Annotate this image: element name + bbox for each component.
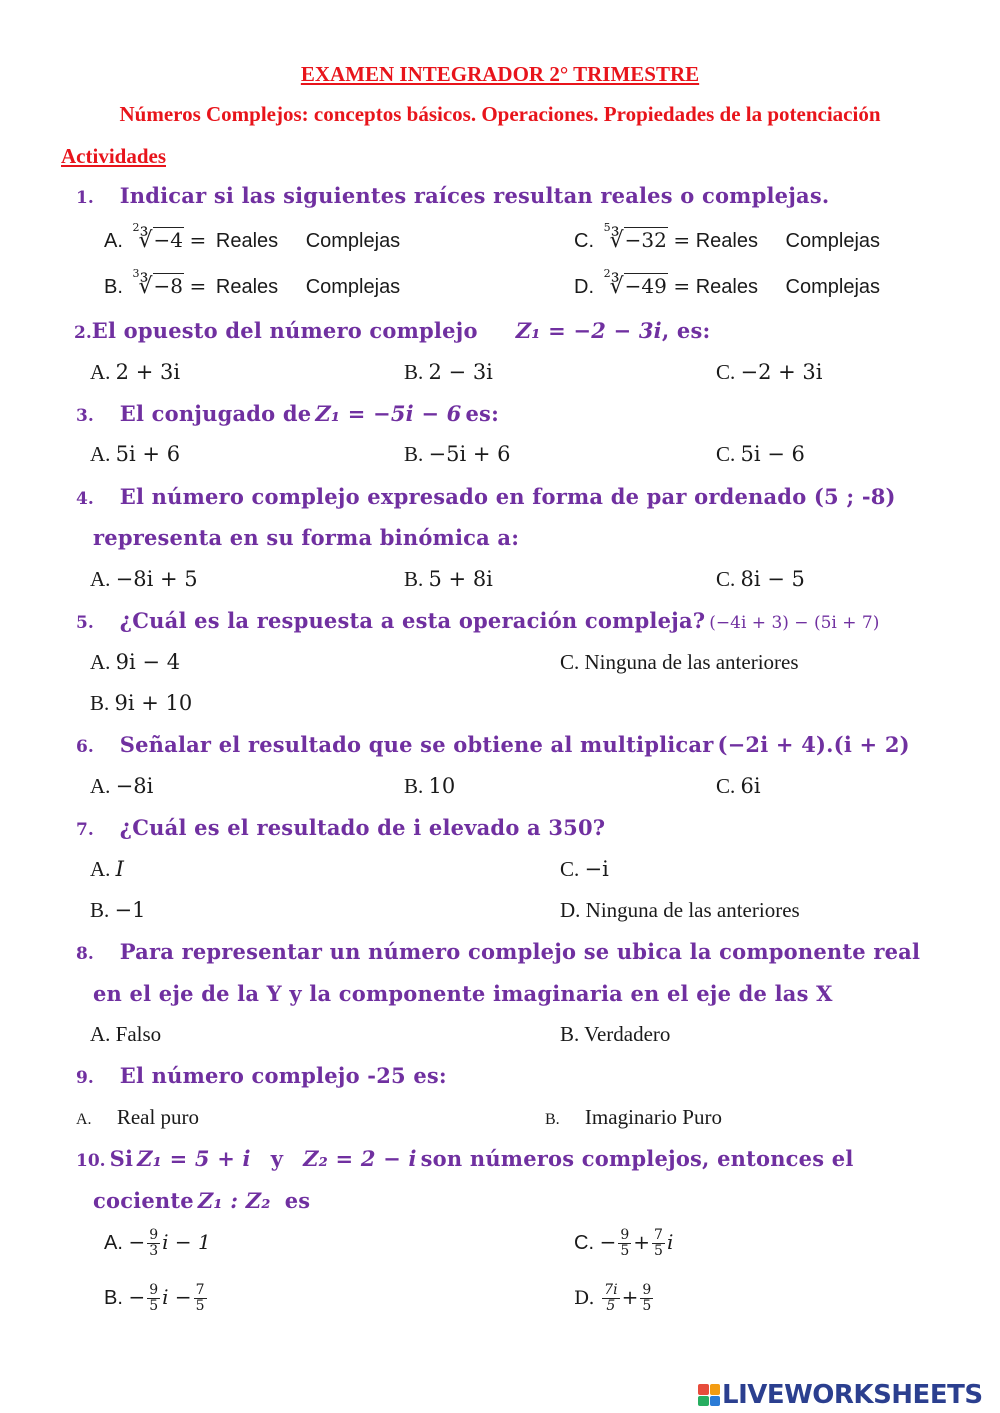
- option-letter: A.: [104, 230, 123, 252]
- operator: +: [621, 1284, 639, 1309]
- option-letter: A.: [104, 1231, 123, 1254]
- question-number: 3.: [76, 406, 94, 426]
- option-letter: B.: [404, 567, 424, 591]
- option-letter: B.: [560, 1022, 580, 1046]
- question-tail: es: [284, 1188, 311, 1213]
- q9-option-a[interactable]: [76, 1105, 199, 1130]
- fraction: $\frac{9}{5}$: [642, 1282, 652, 1314]
- q7-option-d[interactable]: [560, 898, 800, 923]
- q8-option-b[interactable]: [560, 1022, 670, 1047]
- q2-option-b[interactable]: [404, 360, 493, 385]
- option-letter: B.: [404, 442, 424, 466]
- question-text: El conjugado de: [119, 401, 312, 426]
- q8-option-a[interactable]: [90, 1022, 161, 1047]
- option-letter: B.: [104, 1286, 123, 1309]
- question-tail: , es:: [661, 318, 711, 343]
- option-letter: C.: [574, 230, 594, 252]
- q10-option-d[interactable]: [574, 1283, 655, 1314]
- option-letter: A.: [90, 360, 111, 384]
- question-9: [76, 1063, 447, 1088]
- q6-option-b[interactable]: [404, 774, 455, 799]
- z2-expression: Z₂ = 2 − i: [303, 1146, 417, 1171]
- q1-option-c[interactable]: C. 5 ∛−32 = Reales Complejas: [574, 221, 881, 253]
- operator: i −: [162, 1284, 192, 1309]
- option-letter: B.: [90, 691, 110, 715]
- fraction: $\frac{7i}{5}$: [604, 1282, 618, 1314]
- option-value: Ninguna de las anteriores: [585, 898, 800, 922]
- question-expression: (−2i + 4).(i + 2): [717, 732, 910, 757]
- reales-choice[interactable]: Reales: [695, 230, 758, 252]
- q10-option-a[interactable]: [104, 1228, 211, 1259]
- option-value: 2 + 3i: [115, 360, 181, 384]
- complejas-choice[interactable]: Complejas: [785, 230, 881, 252]
- complejas-choice[interactable]: Complejas: [305, 276, 401, 298]
- q1-option-d[interactable]: D. 2 ∛−49 = Reales Complejas: [574, 267, 881, 299]
- option-letter: D.: [560, 898, 581, 922]
- question-text: ¿Cuál es el resultado de i elevado a 350?: [119, 815, 606, 840]
- question-1: [76, 183, 829, 208]
- question-number: 6.: [76, 737, 94, 757]
- quotient-expression: Z₁ : Z₂: [197, 1188, 271, 1213]
- question-text: cociente: [93, 1188, 194, 1213]
- option-value: −5i + 6: [428, 442, 511, 466]
- exam-subtitle: Números Complejos: conceptos básicos. Operaciones. Propiedades de la potenciación: [119, 102, 881, 126]
- option-value: Ninguna de las anteriores: [584, 650, 799, 674]
- question-text: El opuesto del número complejo: [91, 318, 478, 343]
- option-value: 9i + 10: [114, 691, 193, 715]
- question-tail: son números complejos, entonces el: [420, 1146, 854, 1171]
- liveworksheets-logo: [698, 1380, 983, 1410]
- z1-expression: Z₁ = 5 + i: [137, 1146, 251, 1171]
- option-letter: B.: [404, 774, 424, 798]
- option-value: Real puro: [116, 1105, 200, 1129]
- option-value: 8i − 5: [740, 567, 805, 591]
- fraction: $\frac{9}{3}$: [149, 1227, 159, 1259]
- q7-option-c[interactable]: [560, 857, 609, 882]
- exam-title: EXAMEN INTEGRADOR 2° TRIMESTRE: [300, 62, 700, 86]
- option-letter: C.: [560, 650, 580, 674]
- q3-option-b[interactable]: [404, 442, 511, 467]
- option-value: −2 + 3i: [740, 360, 823, 384]
- q2-option-a[interactable]: [90, 360, 180, 385]
- option-letter: C.: [716, 442, 736, 466]
- q4-option-c[interactable]: [716, 567, 805, 592]
- complejas-choice[interactable]: Complejas: [305, 230, 401, 252]
- question-expression: Z₁ = −5i − 6: [315, 401, 462, 426]
- question-number: 8.: [76, 944, 94, 964]
- fraction: $\frac{9}{5}$: [149, 1282, 159, 1314]
- question-number: 1.: [76, 188, 94, 208]
- q5-option-c[interactable]: [560, 650, 799, 675]
- root-index: 3: [132, 267, 140, 280]
- question-number: 9.: [76, 1068, 94, 1088]
- option-value: −8i + 5: [115, 567, 198, 591]
- option-value: Verdadero: [584, 1022, 671, 1046]
- question-expression: (−4i + 3) − (5i + 7): [709, 613, 880, 633]
- option-value: Imaginario Puro: [584, 1105, 722, 1129]
- question-4: [76, 484, 896, 509]
- q1-option-b[interactable]: B. 3 ∛−8 = Reales Complejas: [104, 267, 401, 299]
- option-value: 9i − 4: [115, 650, 181, 674]
- option-letter: C.: [716, 567, 736, 591]
- option-value: 6i: [740, 774, 761, 798]
- question-connector: y: [270, 1146, 284, 1171]
- option-letter: B.: [90, 898, 110, 922]
- q5-option-a[interactable]: [90, 650, 180, 675]
- q4-option-a[interactable]: [90, 567, 198, 592]
- q9-option-b[interactable]: [545, 1105, 722, 1130]
- brand-name: LIVEWORKSHEETS: [722, 1380, 983, 1410]
- option-value: −8i: [115, 774, 154, 798]
- question-text: Si: [109, 1146, 134, 1171]
- question-2: [74, 318, 710, 343]
- option-value: I: [115, 857, 124, 881]
- option-letter: C.: [716, 774, 736, 798]
- radicand: −32: [624, 228, 667, 252]
- option-value: 5i + 6: [115, 442, 181, 466]
- radicand: −49: [624, 274, 667, 298]
- question-text: Señalar el resultado que se obtiene al multiplicar: [119, 732, 714, 757]
- fraction: $\frac{9}{5}$: [620, 1227, 630, 1259]
- q6-option-a[interactable]: [90, 774, 153, 799]
- reales-choice[interactable]: Reales: [215, 276, 279, 298]
- question-tail: es:: [465, 401, 500, 426]
- option-value: −1: [114, 898, 146, 922]
- fraction: $\frac{7}{5}$: [654, 1227, 663, 1259]
- root-index: 2: [132, 221, 140, 234]
- question-8: [76, 939, 920, 964]
- question-10: [76, 1146, 854, 1171]
- option-letter: C.: [574, 1231, 594, 1254]
- q3-option-a[interactable]: [90, 442, 180, 467]
- sign: −: [599, 1229, 617, 1254]
- option-value: 10: [428, 774, 456, 798]
- option-letter: A.: [90, 567, 111, 591]
- question-number: 2.: [74, 323, 92, 343]
- operator: +: [633, 1229, 651, 1254]
- option-value: i − 1: [162, 1229, 211, 1254]
- option-letter: A.: [90, 774, 111, 798]
- option-letter: A.: [90, 857, 111, 881]
- question-text: El número complejo -25 es:: [119, 1063, 447, 1088]
- option-letter: B.: [104, 276, 123, 298]
- complejas-choice[interactable]: Complejas: [785, 276, 881, 298]
- q1-option-a[interactable]: A. 2 ∛−4 = Reales Complejas: [104, 221, 401, 253]
- q10-option-b[interactable]: [104, 1283, 209, 1314]
- q3-option-c[interactable]: [716, 442, 805, 467]
- option-letter: A.: [90, 1022, 111, 1046]
- option-letter: A.: [90, 442, 111, 466]
- question-text: ¿Cuál es la respuesta a esta operación compleja?: [119, 608, 706, 633]
- option-value: Falso: [115, 1022, 162, 1046]
- option-letter: B.: [404, 360, 424, 384]
- question-expression: Z₁ = −2 − 3i: [515, 318, 662, 343]
- imaginary-unit: i: [666, 1229, 674, 1254]
- question-number: 10.: [76, 1151, 106, 1171]
- option-letter: D.: [574, 276, 594, 298]
- question-number: 5.: [76, 613, 94, 633]
- option-value: 2 − 3i: [428, 360, 493, 384]
- section-heading: Actividades: [61, 144, 166, 168]
- question-10-continuation: [93, 1188, 310, 1213]
- logo-mark-icon: [698, 1384, 720, 1406]
- question-6: [76, 732, 910, 757]
- question-number: 7.: [76, 820, 94, 840]
- question-3: [76, 401, 499, 426]
- option-value: −i: [584, 857, 609, 881]
- question-text: Indicar si las siguientes raíces resultan reales o complejas.: [119, 183, 830, 208]
- question-4-continuation: representa en su forma binómica a:: [93, 525, 520, 550]
- q10-option-c[interactable]: [574, 1228, 673, 1259]
- option-letter: A.: [90, 650, 111, 674]
- fraction: $\frac{7}{5}$: [195, 1282, 205, 1314]
- q5-option-b[interactable]: [90, 691, 192, 716]
- question-number: 4.: [76, 489, 94, 509]
- root-index: 5: [603, 221, 611, 234]
- question-text: Para representar un número complejo se ubica la componente real: [119, 939, 921, 964]
- reales-choice[interactable]: Reales: [695, 276, 758, 298]
- question-7: [76, 815, 605, 840]
- q7-option-a[interactable]: [90, 857, 124, 882]
- q4-option-b[interactable]: [404, 567, 493, 592]
- sign: −: [128, 1229, 146, 1254]
- option-value: 5 + 8i: [428, 567, 493, 591]
- reales-choice[interactable]: Reales: [215, 230, 279, 252]
- option-value: 5i − 6: [740, 442, 805, 466]
- option-letter: C.: [716, 360, 736, 384]
- q7-option-b[interactable]: [90, 898, 145, 923]
- option-letter: B.: [545, 1111, 560, 1128]
- option-letter: D.: [574, 1286, 595, 1309]
- q2-option-c[interactable]: [716, 360, 823, 385]
- radicand: −8: [153, 274, 183, 298]
- q6-option-c[interactable]: [716, 774, 761, 799]
- radicand: −4: [153, 228, 183, 252]
- root-index: 2: [603, 267, 611, 280]
- sign: −: [128, 1284, 146, 1309]
- option-letter: A.: [76, 1111, 92, 1128]
- option-letter: C.: [560, 857, 580, 881]
- question-text: El número complejo expresado en forma de par ordenado (5 ; -8): [119, 484, 896, 509]
- question-8-continuation: en el eje de la Y y la componente imaginaria en el eje de las X: [93, 981, 833, 1006]
- question-5: [76, 608, 879, 633]
